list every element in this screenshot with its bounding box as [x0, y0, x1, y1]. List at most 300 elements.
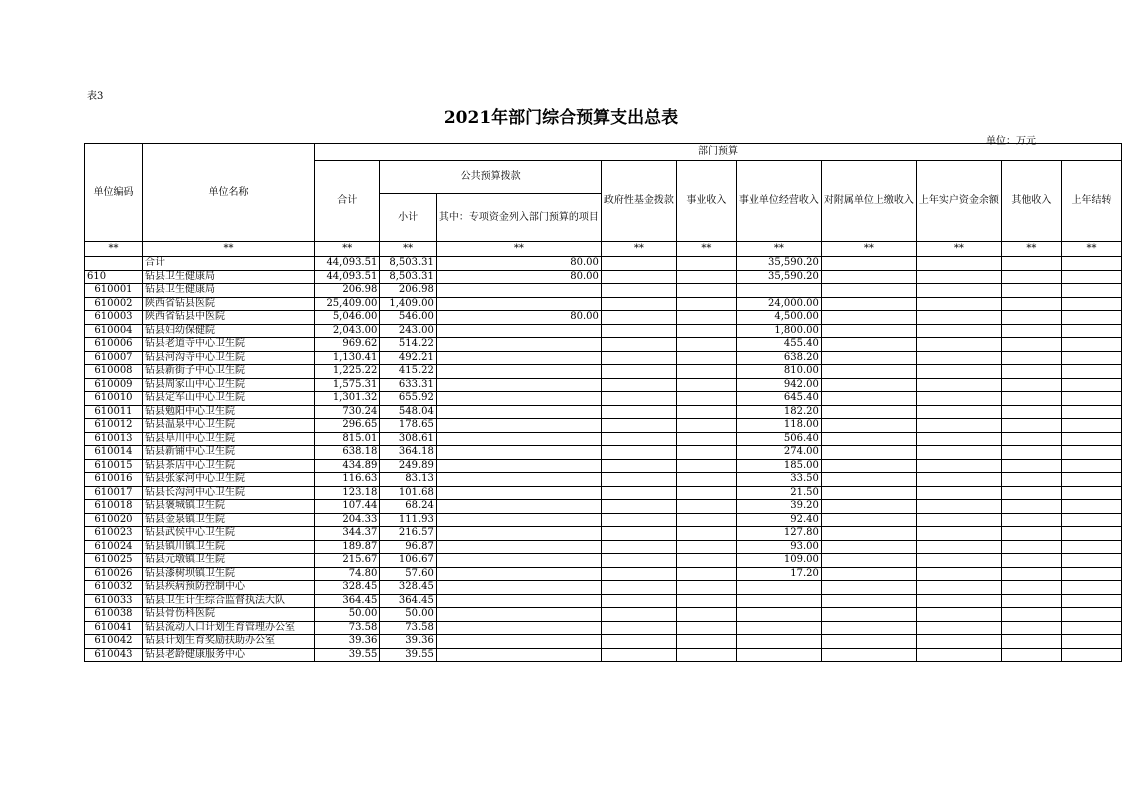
- biz-income-cell: [676, 297, 736, 311]
- biz-op-income-cell: 21.50: [736, 486, 821, 500]
- total-cell: 344.37: [315, 527, 380, 541]
- table-row: [85, 567, 1122, 581]
- biz-op-income-cell: 182.20: [736, 405, 821, 419]
- other-income-cell: [1001, 432, 1061, 446]
- total-cell: 969.62: [315, 338, 380, 352]
- special-project-cell: [436, 648, 601, 662]
- carryover-cell: [1061, 257, 1121, 271]
- unit-code-cell: 610009: [85, 378, 143, 392]
- other-income-cell: [1001, 257, 1061, 271]
- marker-cell: **: [916, 242, 1001, 257]
- subtotal-cell: 546.00: [380, 311, 437, 325]
- last-year-balance-cell: [916, 419, 1001, 433]
- other-income-cell: [1001, 378, 1061, 392]
- other-income-cell: [1001, 608, 1061, 622]
- table-row: [85, 540, 1122, 554]
- carryover-cell: [1061, 621, 1121, 635]
- total-cell: 107.44: [315, 500, 380, 514]
- carryover-cell: [1061, 297, 1121, 311]
- marker-row: [85, 242, 1122, 257]
- subtotal-cell: 73.58: [380, 621, 437, 635]
- biz-op-income-cell: [736, 608, 821, 622]
- special-project-cell: [436, 297, 601, 311]
- table-row: [85, 297, 1122, 311]
- table-row: [85, 365, 1122, 379]
- other-income-cell: [1001, 554, 1061, 568]
- special-project-cell: 80.00: [436, 257, 601, 271]
- subtotal-cell: 514.22: [380, 338, 437, 352]
- special-project-cell: [436, 513, 601, 527]
- unit-name-cell: 合计: [142, 257, 314, 271]
- biz-income-cell: [676, 405, 736, 419]
- subtotal-cell: 633.31: [380, 378, 437, 392]
- total-cell: 2,043.00: [315, 324, 380, 338]
- subtotal-cell: 328.45: [380, 581, 437, 595]
- biz-income-cell: [676, 608, 736, 622]
- unit-code-cell: 610: [85, 270, 143, 284]
- unit-name-cell: 钻县漆树坝镇卫生院: [142, 567, 314, 581]
- table-row: [85, 513, 1122, 527]
- total-cell: 74.80: [315, 567, 380, 581]
- special-project-cell: [436, 419, 601, 433]
- gov-fund-cell: [601, 567, 676, 581]
- marker-cell: **: [736, 242, 821, 257]
- biz-income-cell: [676, 365, 736, 379]
- gov-fund-cell: [601, 527, 676, 541]
- total-cell: 50.00: [315, 608, 380, 622]
- table-row: [85, 338, 1122, 352]
- biz-income-cell: [676, 459, 736, 473]
- table-row: [85, 581, 1122, 595]
- carryover-cell: [1061, 432, 1121, 446]
- unit-code-cell: [85, 257, 143, 271]
- total-cell: 1,130.41: [315, 351, 380, 365]
- special-project-cell: [436, 608, 601, 622]
- total-cell: 44,093.51: [315, 270, 380, 284]
- carryover-cell: [1061, 648, 1121, 662]
- unit-code-cell: 610043: [85, 648, 143, 662]
- carryover-cell: [1061, 459, 1121, 473]
- other-income-cell: [1001, 567, 1061, 581]
- subtotal-cell: 415.22: [380, 365, 437, 379]
- biz-op-income-cell: 35,590.20: [736, 270, 821, 284]
- unit-code-cell: 610012: [85, 419, 143, 433]
- last-year-balance-cell: [916, 594, 1001, 608]
- sub-unit-income-cell: [821, 351, 916, 365]
- unit-name-cell: 钻县茶店中心卫生院: [142, 459, 314, 473]
- page-title: 2021年部门综合预算支出总表: [443, 108, 679, 128]
- subtotal-cell: 655.92: [380, 392, 437, 406]
- header-name: 单位名称: [142, 144, 314, 242]
- unit-label: 单位：万元: [986, 136, 1036, 147]
- carryover-cell: [1061, 338, 1121, 352]
- biz-income-cell: [676, 594, 736, 608]
- last-year-balance-cell: [916, 365, 1001, 379]
- sub-unit-income-cell: [821, 419, 916, 433]
- sub-unit-income-cell: [821, 594, 916, 608]
- total-cell: 215.67: [315, 554, 380, 568]
- unit-name-cell: 钻县新铺中心卫生院: [142, 446, 314, 460]
- other-income-cell: [1001, 581, 1061, 595]
- header-biz-income: 事业收入: [676, 161, 736, 242]
- subtotal-cell: 106.67: [380, 554, 437, 568]
- unit-name-cell: 钻县流动人口计划生育管理办公室: [142, 621, 314, 635]
- subtotal-cell: 96.87: [380, 540, 437, 554]
- sub-unit-income-cell: [821, 513, 916, 527]
- sub-unit-income-cell: [821, 621, 916, 635]
- other-income-cell: [1001, 311, 1061, 325]
- other-income-cell: [1001, 594, 1061, 608]
- last-year-balance-cell: [916, 446, 1001, 460]
- other-income-cell: [1001, 351, 1061, 365]
- subtotal-cell: 216.57: [380, 527, 437, 541]
- marker-cell: **: [821, 242, 916, 257]
- other-income-cell: [1001, 297, 1061, 311]
- gov-fund-cell: [601, 554, 676, 568]
- subtotal-cell: 8,503.31: [380, 270, 437, 284]
- subtotal-cell: 243.00: [380, 324, 437, 338]
- gov-fund-cell: [601, 257, 676, 271]
- other-income-cell: [1001, 419, 1061, 433]
- biz-income-cell: [676, 527, 736, 541]
- biz-op-income-cell: 1,800.00: [736, 324, 821, 338]
- table-row: [85, 351, 1122, 365]
- gov-fund-cell: [601, 459, 676, 473]
- subtotal-cell: 364.45: [380, 594, 437, 608]
- header-other-income: 其他收入: [1001, 161, 1061, 242]
- other-income-cell: [1001, 284, 1061, 298]
- biz-income-cell: [676, 500, 736, 514]
- gov-fund-cell: [601, 419, 676, 433]
- subtotal-cell: 364.18: [380, 446, 437, 460]
- biz-income-cell: [676, 324, 736, 338]
- special-project-cell: [436, 459, 601, 473]
- header-last-year-balance: 上年实户资金余额: [916, 161, 1001, 242]
- total-cell: 44,093.51: [315, 257, 380, 271]
- unit-code-cell: 610024: [85, 540, 143, 554]
- unit-code-cell: 610025: [85, 554, 143, 568]
- marker-cell: **: [85, 242, 143, 257]
- special-project-cell: [436, 621, 601, 635]
- table-row: [85, 554, 1122, 568]
- total-cell: 73.58: [315, 621, 380, 635]
- biz-income-cell: [676, 257, 736, 271]
- unit-code-cell: 610008: [85, 365, 143, 379]
- total-cell: 5,046.00: [315, 311, 380, 325]
- special-project-cell: 80.00: [436, 311, 601, 325]
- biz-op-income-cell: [736, 621, 821, 635]
- gov-fund-cell: [601, 513, 676, 527]
- last-year-balance-cell: [916, 284, 1001, 298]
- unit-code-cell: 610018: [85, 500, 143, 514]
- total-cell: 296.65: [315, 419, 380, 433]
- subtotal-cell: 68.24: [380, 500, 437, 514]
- biz-income-cell: [676, 554, 736, 568]
- table-row: [85, 594, 1122, 608]
- gov-fund-cell: [601, 432, 676, 446]
- unit-name-cell: 钻县长沟河中心卫生院: [142, 486, 314, 500]
- biz-op-income-cell: 24,000.00: [736, 297, 821, 311]
- unit-name-cell: 钻县定军山中心卫生院: [142, 392, 314, 406]
- biz-op-income-cell: [736, 284, 821, 298]
- table-row: [85, 459, 1122, 473]
- last-year-balance-cell: [916, 608, 1001, 622]
- unit-name-cell: 钻县武侯中心卫生院: [142, 527, 314, 541]
- other-income-cell: [1001, 527, 1061, 541]
- biz-op-income-cell: [736, 581, 821, 595]
- biz-op-income-cell: 645.40: [736, 392, 821, 406]
- subtotal-cell: 308.61: [380, 432, 437, 446]
- biz-op-income-cell: 33.50: [736, 473, 821, 487]
- table-row: [85, 527, 1122, 541]
- biz-op-income-cell: [736, 594, 821, 608]
- last-year-balance-cell: [916, 540, 1001, 554]
- sub-unit-income-cell: [821, 365, 916, 379]
- table-row: [85, 378, 1122, 392]
- other-income-cell: [1001, 270, 1061, 284]
- biz-op-income-cell: [736, 648, 821, 662]
- total-cell: 328.45: [315, 581, 380, 595]
- biz-income-cell: [676, 351, 736, 365]
- table-row: [85, 608, 1122, 622]
- gov-fund-cell: [601, 446, 676, 460]
- marker-cell: **: [1001, 242, 1061, 257]
- total-cell: 204.33: [315, 513, 380, 527]
- gov-fund-cell: [601, 392, 676, 406]
- carryover-cell: [1061, 527, 1121, 541]
- gov-fund-cell: [601, 648, 676, 662]
- total-cell: 206.98: [315, 284, 380, 298]
- unit-code-cell: 610042: [85, 635, 143, 649]
- unit-name-cell: 钻县老道寺中心卫生院: [142, 338, 314, 352]
- header-gov-fund: 政府性基金拨款: [601, 161, 676, 242]
- last-year-balance-cell: [916, 392, 1001, 406]
- sub-unit-income-cell: [821, 527, 916, 541]
- gov-fund-cell: [601, 473, 676, 487]
- biz-op-income-cell: 127.80: [736, 527, 821, 541]
- subtotal-cell: 83.13: [380, 473, 437, 487]
- sub-unit-income-cell: [821, 567, 916, 581]
- table-row: [85, 621, 1122, 635]
- total-cell: 1,575.31: [315, 378, 380, 392]
- unit-name-cell: 钻县卫生计生综合监督执法大队: [142, 594, 314, 608]
- table-row: [85, 257, 1122, 271]
- carryover-cell: [1061, 351, 1121, 365]
- carryover-cell: [1061, 365, 1121, 379]
- biz-income-cell: [676, 284, 736, 298]
- last-year-balance-cell: [916, 554, 1001, 568]
- carryover-cell: [1061, 446, 1121, 460]
- subtotal-cell: 57.60: [380, 567, 437, 581]
- biz-op-income-cell: 17.20: [736, 567, 821, 581]
- biz-op-income-cell: 810.00: [736, 365, 821, 379]
- other-income-cell: [1001, 635, 1061, 649]
- subtotal-cell: 8,503.31: [380, 257, 437, 271]
- sub-unit-income-cell: [821, 581, 916, 595]
- biz-op-income-cell: 35,590.20: [736, 257, 821, 271]
- header-sub-unit-income: 对附属单位上缴收入: [821, 161, 916, 242]
- special-project-cell: [436, 378, 601, 392]
- unit-name-cell: 钻县老龄健康服务中心: [142, 648, 314, 662]
- carryover-cell: [1061, 486, 1121, 500]
- carryover-cell: [1061, 594, 1121, 608]
- other-income-cell: [1001, 405, 1061, 419]
- gov-fund-cell: [601, 297, 676, 311]
- total-cell: 815.01: [315, 432, 380, 446]
- marker-cell: **: [676, 242, 736, 257]
- sub-unit-income-cell: [821, 648, 916, 662]
- subtotal-cell: 178.65: [380, 419, 437, 433]
- unit-code-cell: 610026: [85, 567, 143, 581]
- unit-code-cell: 610032: [85, 581, 143, 595]
- table-row: [85, 419, 1122, 433]
- unit-name-cell: 钻县周家山中心卫生院: [142, 378, 314, 392]
- last-year-balance-cell: [916, 432, 1001, 446]
- marker-cell: **: [436, 242, 601, 257]
- marker-cell: **: [380, 242, 437, 257]
- special-project-cell: [436, 486, 601, 500]
- biz-op-income-cell: 274.00: [736, 446, 821, 460]
- other-income-cell: [1001, 338, 1061, 352]
- carryover-cell: [1061, 513, 1121, 527]
- other-income-cell: [1001, 324, 1061, 338]
- header-total: 合计: [315, 161, 380, 242]
- unit-name-cell: 钻县卫生健康局: [142, 270, 314, 284]
- special-project-cell: [436, 338, 601, 352]
- gov-fund-cell: [601, 338, 676, 352]
- gov-fund-cell: [601, 581, 676, 595]
- unit-name-cell: 钻县疾病预防控制中心: [142, 581, 314, 595]
- sub-unit-income-cell: [821, 486, 916, 500]
- special-project-cell: [436, 392, 601, 406]
- gov-fund-cell: [601, 270, 676, 284]
- other-income-cell: [1001, 621, 1061, 635]
- biz-op-income-cell: 93.00: [736, 540, 821, 554]
- total-cell: 116.63: [315, 473, 380, 487]
- unit-name-cell: 钻县金泉镇卫生院: [142, 513, 314, 527]
- carryover-cell: [1061, 554, 1121, 568]
- unit-code-cell: 610014: [85, 446, 143, 460]
- unit-name-cell: 钻县褒城镇卫生院: [142, 500, 314, 514]
- special-project-cell: [436, 635, 601, 649]
- unit-name-cell: 陕西省钻县医院: [142, 297, 314, 311]
- gov-fund-cell: [601, 540, 676, 554]
- carryover-cell: [1061, 540, 1121, 554]
- carryover-cell: [1061, 311, 1121, 325]
- total-cell: 189.87: [315, 540, 380, 554]
- gov-fund-cell: [601, 378, 676, 392]
- biz-op-income-cell: 506.40: [736, 432, 821, 446]
- sub-unit-income-cell: [821, 432, 916, 446]
- special-project-cell: 80.00: [436, 270, 601, 284]
- gov-fund-cell: [601, 311, 676, 325]
- unit-code-cell: 610020: [85, 513, 143, 527]
- special-project-cell: [436, 405, 601, 419]
- gov-fund-cell: [601, 500, 676, 514]
- biz-income-cell: [676, 581, 736, 595]
- carryover-cell: [1061, 270, 1121, 284]
- sub-unit-income-cell: [821, 392, 916, 406]
- gov-fund-cell: [601, 365, 676, 379]
- unit-code-cell: 610002: [85, 297, 143, 311]
- carryover-cell: [1061, 473, 1121, 487]
- biz-income-cell: [676, 432, 736, 446]
- sub-unit-income-cell: [821, 324, 916, 338]
- special-project-cell: [436, 432, 601, 446]
- biz-op-income-cell: 455.40: [736, 338, 821, 352]
- header-special-project: 其中：专项资金列入部门预算的项目: [436, 194, 601, 242]
- table-row: [85, 405, 1122, 419]
- table-row: [85, 284, 1122, 298]
- special-project-cell: [436, 324, 601, 338]
- special-project-cell: [436, 284, 601, 298]
- last-year-balance-cell: [916, 648, 1001, 662]
- other-income-cell: [1001, 513, 1061, 527]
- last-year-balance-cell: [916, 459, 1001, 473]
- unit-name-cell: 钻县卫生健康局: [142, 284, 314, 298]
- unit-code-cell: 610038: [85, 608, 143, 622]
- unit-code-cell: 610016: [85, 473, 143, 487]
- total-cell: 638.18: [315, 446, 380, 460]
- header-code: 单位编码: [85, 144, 143, 242]
- special-project-cell: [436, 500, 601, 514]
- total-cell: 39.55: [315, 648, 380, 662]
- biz-income-cell: [676, 392, 736, 406]
- unit-name-cell: 钻县河沟寺中心卫生院: [142, 351, 314, 365]
- carryover-cell: [1061, 378, 1121, 392]
- header-subtotal: 小计: [380, 194, 437, 242]
- special-project-cell: [436, 527, 601, 541]
- unit-code-cell: 610041: [85, 621, 143, 635]
- subtotal-cell: 206.98: [380, 284, 437, 298]
- table-row: [85, 270, 1122, 284]
- table-row: [85, 635, 1122, 649]
- last-year-balance-cell: [916, 527, 1001, 541]
- header-biz-op-income: 事业单位经营收入: [736, 161, 821, 242]
- carryover-cell: [1061, 608, 1121, 622]
- subtotal-cell: 249.89: [380, 459, 437, 473]
- special-project-cell: [436, 567, 601, 581]
- biz-income-cell: [676, 567, 736, 581]
- total-cell: 730.24: [315, 405, 380, 419]
- special-project-cell: [436, 540, 601, 554]
- other-income-cell: [1001, 446, 1061, 460]
- special-project-cell: [436, 365, 601, 379]
- carryover-cell: [1061, 500, 1121, 514]
- biz-income-cell: [676, 311, 736, 325]
- sub-unit-income-cell: [821, 473, 916, 487]
- sub-unit-income-cell: [821, 405, 916, 419]
- header-public-budget: 公共预算拨款: [380, 161, 602, 194]
- unit-code-cell: 610003: [85, 311, 143, 325]
- carryover-cell: [1061, 324, 1121, 338]
- biz-income-cell: [676, 621, 736, 635]
- subtotal-cell: 111.93: [380, 513, 437, 527]
- total-cell: 364.45: [315, 594, 380, 608]
- biz-income-cell: [676, 635, 736, 649]
- last-year-balance-cell: [916, 324, 1001, 338]
- sub-unit-income-cell: [821, 608, 916, 622]
- sub-unit-income-cell: [821, 540, 916, 554]
- table-row: [85, 500, 1122, 514]
- unit-code-cell: 610007: [85, 351, 143, 365]
- sub-unit-income-cell: [821, 311, 916, 325]
- unit-name-cell: 钻县计划生育奖励扶助办公室: [142, 635, 314, 649]
- total-cell: 1,225.22: [315, 365, 380, 379]
- table-row: [85, 392, 1122, 406]
- sub-unit-income-cell: [821, 284, 916, 298]
- gov-fund-cell: [601, 621, 676, 635]
